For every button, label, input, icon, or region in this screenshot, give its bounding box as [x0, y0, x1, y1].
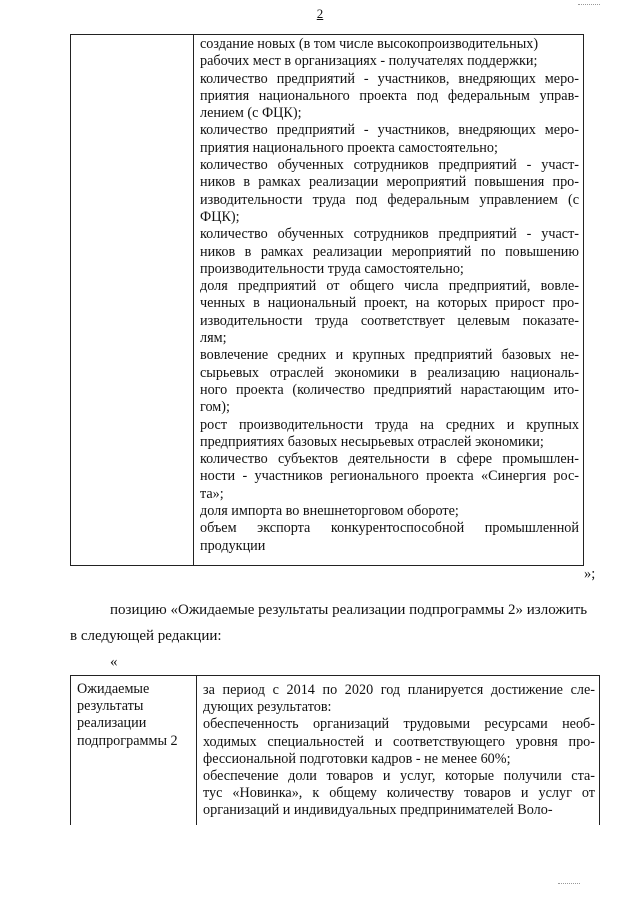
- text-line: количество предприятий - участников, внедряющих меро-: [200, 122, 579, 139]
- indicators-table: [70, 34, 584, 566]
- text-line: количество обученных сотрудников предприятий - участ-: [200, 226, 579, 243]
- text-line: лям;: [200, 330, 227, 347]
- text-line: предприятиях базовых несырьевых отраслей экономики;: [200, 433, 544, 450]
- text-line: ного проекта (количество предприятий нарастающим ито-: [200, 381, 579, 398]
- text-line: приятия национального проекта самостоятельно;: [200, 139, 498, 156]
- opening-quote: «: [110, 654, 118, 670]
- text-line: количество субъектов деятельности в сфере промышлен-: [200, 451, 579, 468]
- text-line: создание новых (в том числе высокопроизводительных): [200, 36, 539, 52]
- text-line: за период с 2014 по 2020 год планируется достижение сле-: [203, 682, 595, 698]
- indicators-table-left-cell: [71, 35, 194, 565]
- text-line: продукции: [200, 537, 266, 554]
- expected-results-table: [70, 675, 600, 825]
- text-line: фессиональной подготовки кадров - не менее 60%;: [203, 750, 511, 767]
- label-line: подпрограммы 2: [77, 732, 178, 749]
- text-line: обеспеченность организаций трудовыми ресурсами необ-: [203, 716, 595, 733]
- text-line: изводительности труда соответствует целевым показате-: [200, 312, 579, 329]
- text-line: количество обученных сотрудников предприятий - участ-: [200, 157, 579, 174]
- closing-quote: »;: [584, 566, 596, 582]
- label-line: реализации: [77, 715, 147, 732]
- indicators-table-right-cell: [194, 35, 583, 565]
- expected-results-label-cell: [71, 676, 197, 825]
- text-line: доля предприятий от общего числа предприятий, вовле-: [200, 278, 579, 295]
- scan-mark: [578, 4, 600, 6]
- text-line: ченных в национальный проект, на которых прирост про-: [200, 295, 579, 312]
- text-line: приятия национального проекта под федеральным управ-: [200, 87, 579, 104]
- page-number: 2: [316, 6, 324, 21]
- text-line: лением (с ФЦК);: [200, 105, 302, 122]
- text-line: ности - участников регионального проекта «Синергия рос-: [200, 468, 579, 485]
- text-line: обеспечение доли товаров и услуг, которые получили ста-: [203, 768, 595, 785]
- text-line: ходимых специальностей и соответствующего уровня про-: [203, 733, 595, 750]
- text-line: изводительности труда под федеральным управлением (с: [200, 191, 579, 208]
- instruction-paragraph-continued: в следующей редакции:: [70, 628, 222, 644]
- text-line: количество предприятий - участников, внедряющих меро-: [200, 70, 579, 87]
- text-line: организаций и индивидуальных предпринимателей Воло-: [203, 802, 553, 819]
- text-line: рост производительности труда на средних и крупных: [200, 416, 579, 433]
- instruction-paragraph: позицию «Ожидаемые результаты реализации подпрограммы 2» изложить: [110, 602, 588, 618]
- text-line: ФЦК);: [200, 208, 240, 225]
- label-line: Ожидаемые: [77, 681, 150, 697]
- text-line: доля импорта во внешнеторговом обороте;: [200, 503, 459, 520]
- expected-results-text-cell: [197, 676, 599, 825]
- text-line: тус «Новинка», к общему количеству товаров и услуг от: [203, 785, 595, 802]
- text-line: та»;: [200, 485, 224, 502]
- text-line: ников в рамках реализации мероприятий по повышению: [200, 243, 579, 260]
- text-line: вовлечение средних и крупных предприятий базовых не-: [200, 347, 579, 364]
- text-line: гом);: [200, 399, 230, 416]
- label-line: результаты: [77, 698, 144, 715]
- text-line: объем экспорта конкурентоспособной промышленной: [200, 520, 579, 537]
- text-line: производительности труда самостоятельно;: [200, 260, 464, 277]
- text-line: ников в рамках реализации мероприятий повышения про-: [200, 174, 579, 191]
- text-line: сырьевых отраслей экономики в реализацию националь-: [200, 364, 579, 381]
- text-line: рабочих мест в организациях - получателях поддержки;: [200, 53, 538, 70]
- scan-mark: [558, 883, 580, 885]
- text-line: дующих результатов:: [203, 699, 332, 716]
